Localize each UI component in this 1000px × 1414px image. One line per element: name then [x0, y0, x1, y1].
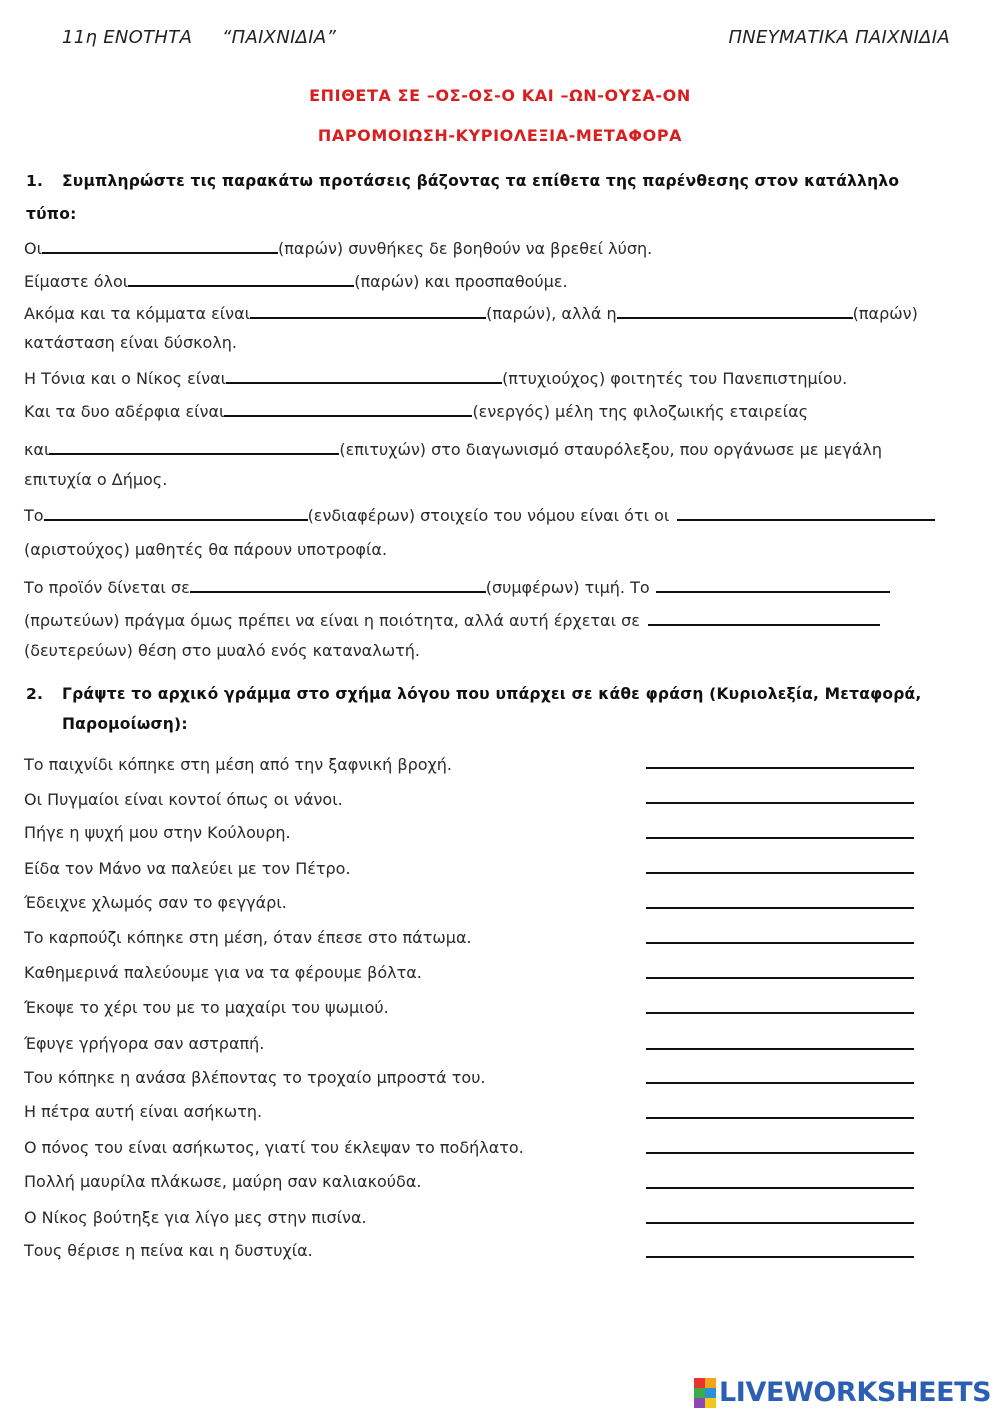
task1-sentence-2: Είμαστε όλοι (παρών) και προσπαθούμε. [24, 269, 568, 291]
answer-blank[interactable] [617, 301, 853, 319]
answer-line[interactable] [646, 907, 914, 909]
answer-blank[interactable] [42, 236, 278, 254]
answer-blank[interactable] [128, 269, 354, 287]
task1-sentence-5: Και τα δυο αδέρφια είναι (ενεργός) μέλη της φιλοζωικής εταιρείας [24, 399, 808, 421]
worksheet-category: ΠΝΕΥΜΑΤΙΚΑ ΠΑΙΧΝΙΔΙΑ [728, 27, 950, 48]
list-item: Το παιχνίδι κόπηκε στη μέση από την ξαφνική βροχή. [24, 755, 452, 774]
answer-line[interactable] [646, 1117, 914, 1119]
answer-line[interactable] [646, 802, 914, 804]
liveworksheets-logo-icon [694, 1378, 716, 1408]
answer-line[interactable] [646, 767, 914, 769]
task2-instruction: Γράψτε το αρχικό γράμμα στο σχήμα λόγου που υπάρχει σε κάθε φράση (Κυριολεξία, Μεταφορά, [62, 685, 922, 703]
task1-sentence-7-end: (δευτερεύων) θέση στο μυαλό ενός καταναλωτή. [24, 641, 420, 660]
answer-blank[interactable] [677, 503, 935, 521]
answer-blank[interactable] [190, 575, 486, 593]
liveworksheets-watermark [694, 1377, 991, 1408]
list-item: Τους θέρισε η πείνα και η δυστυχία. [24, 1241, 313, 1260]
answer-line[interactable] [646, 1048, 914, 1050]
list-item: Έδειχνε χλωμός σαν το φεγγάρι. [24, 893, 287, 912]
unit-label: 11η ΕΝΟΤΗΤΑ [62, 27, 193, 48]
answer-blank[interactable] [49, 437, 339, 455]
task1-sentence-6: Το (ενδιαφέρων) στοιχείο του νόμου είναι ότι οι [24, 503, 935, 525]
task2-number: 2. [26, 685, 44, 703]
answer-line[interactable] [646, 942, 914, 944]
task1-sentence-6-cont: (αριστούχος) μαθητές θα πάρουν υποτροφία. [24, 540, 388, 559]
list-item: Ο πόνος του είναι ασήκωτος, γιατί του έκλεψαν το ποδήλατο. [24, 1138, 524, 1157]
answer-line[interactable] [646, 1012, 914, 1014]
answer-blank[interactable] [224, 399, 472, 417]
worksheet-title: ΕΠΙΘΕΤΑ ΣΕ –ΟΣ-ΟΣ-Ο ΚΑΙ –ΩΝ-ΟΥΣΑ-ΟΝ [309, 86, 691, 105]
list-item: Η πέτρα αυτή είναι ασήκωτη. [24, 1102, 263, 1121]
list-item: Του κόπηκε η ανάσα βλέποντας το τροχαίο μπροστά του. [24, 1068, 486, 1087]
list-item: Ο Νίκος βούτηξε για λίγο μες στην πισίνα. [24, 1208, 367, 1227]
list-item: Καθημερινά παλεύουμε για να τα φέρουμε βόλτα. [24, 963, 422, 982]
task1-sentence-3: Ακόμα και τα κόμματα είναι (παρών), αλλά η (παρών) [24, 301, 918, 323]
answer-line[interactable] [646, 1082, 914, 1084]
answer-line[interactable] [646, 977, 914, 979]
list-item: Έκοψε το χέρι του με το μαχαίρι του ψωμιού. [24, 998, 389, 1017]
task1-sentence-3-cont: κατάσταση είναι δύσκολη. [24, 333, 237, 352]
unit-topic: “ΠΑΙΧΝΙΔΙΑ” [222, 27, 337, 48]
task1-sentence-1: Οι (παρών) συνθήκες δε βοηθούν να βρεθεί λύση. [24, 236, 652, 258]
task1-instruction-cont: τύπο: [26, 205, 77, 223]
watermark-text: LIVEWORKSHEETS [719, 1377, 992, 1408]
list-item: Είδα τον Μάνο να παλεύει με τον Πέτρο. [24, 859, 351, 878]
answer-line[interactable] [646, 1256, 914, 1258]
task1-sentence-5-end: επιτυχία ο Δήμος. [24, 470, 168, 489]
list-item: Οι Πυγμαίοι είναι κοντοί όπως οι νάνοι. [24, 790, 343, 809]
answer-blank[interactable] [656, 575, 890, 593]
answer-line[interactable] [646, 837, 914, 839]
task1-sentence-7-cont: (πρωτεύων) πράγμα όμως πρέπει να είναι η ποιότητα, αλλά αυτή έρχεται σε [24, 608, 880, 630]
answer-line[interactable] [646, 872, 914, 874]
answer-blank[interactable] [226, 366, 502, 384]
answer-line[interactable] [646, 1187, 914, 1189]
answer-blank[interactable] [648, 608, 880, 626]
list-item: Έφυγε γρήγορα σαν αστραπή. [24, 1034, 265, 1053]
task1-sentence-4: Η Τόνια και ο Νίκος είναι (πτυχιούχος) φοιτητές του Πανεπιστημίου. [24, 366, 847, 388]
answer-line[interactable] [646, 1152, 914, 1154]
worksheet-subtitle: ΠΑΡΟΜΟΙΩΣΗ-ΚΥΡΙΟΛΕΞΙΑ-ΜΕΤΑΦΟΡΑ [317, 126, 683, 145]
task1-sentence-5-cont: και (επιτυχών) στο διαγωνισμό σταυρόλεξου, που οργάνωσε με μεγάλη [24, 437, 882, 459]
list-item: Το καρπούζι κόπηκε στη μέση, όταν έπεσε στο πάτωμα. [24, 928, 472, 947]
list-item: Πολλή μαυρίλα πλάκωσε, μαύρη σαν καλιακούδα. [24, 1172, 422, 1191]
answer-blank[interactable] [44, 503, 308, 521]
task1-instruction: Συμπληρώστε τις παρακάτω προτάσεις βάζοντας τα επίθετα της παρένθεσης στον κατάλληλο [62, 172, 900, 190]
task1-number: 1. [26, 172, 44, 190]
list-item: Πήγε η ψυχή μου στην Κούλουρη. [24, 823, 291, 842]
answer-line[interactable] [646, 1222, 914, 1224]
answer-blank[interactable] [250, 301, 486, 319]
task1-sentence-7: Το προϊόν δίνεται σε (συμφέρων) τιμή. Το [24, 575, 890, 597]
task2-instruction-cont: Παρομοίωση): [62, 715, 188, 733]
